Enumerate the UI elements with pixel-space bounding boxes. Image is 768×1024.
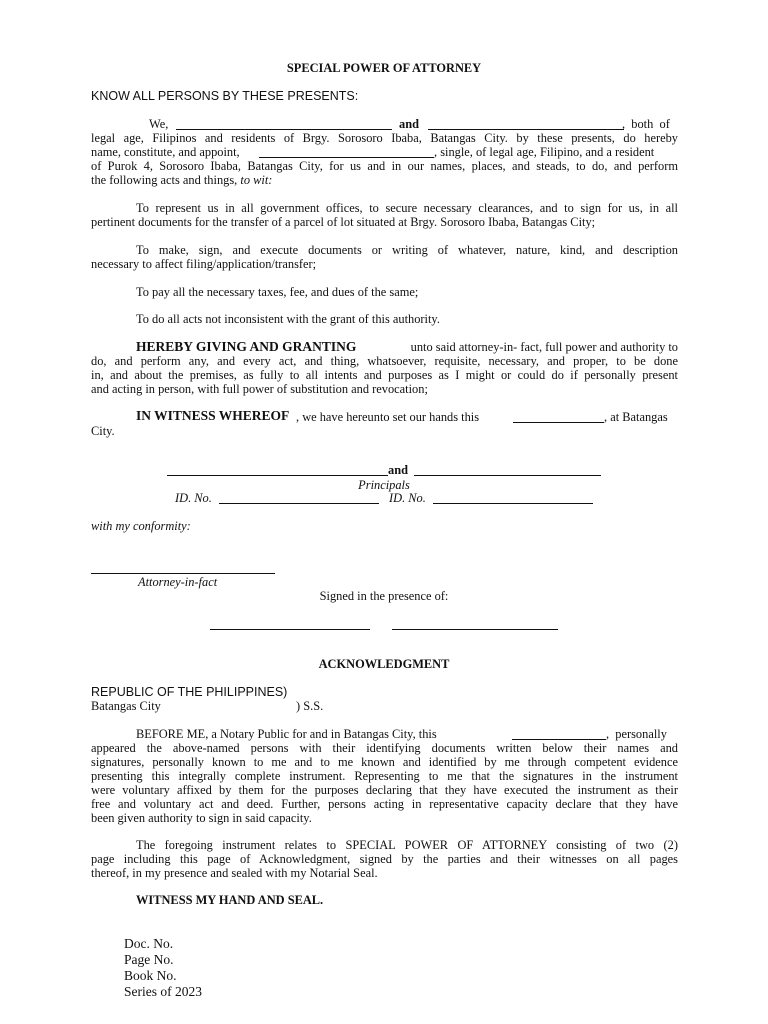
blank-attorney: [259, 157, 434, 158]
ack-body-1b: , personally: [606, 727, 667, 741]
p2-line2: pertinent documents for the transfer of a parcel of lot situated at Brgy. Sorosoro Ibaba, Batangas City;: [91, 215, 596, 229]
id-line-2: [433, 503, 593, 504]
ack-body-2: appeared the above-named persons with their identifying documents written below their names and: [91, 741, 678, 755]
witness-hand-seal: WITNESS MY HAND AND SEAL.: [136, 893, 324, 907]
p6-line2: do, and perform any, and every act, and thing, whatsoever, requisite, necessary, and proper, to be done: [91, 354, 678, 368]
ack-body-1a: BEFORE ME, a Notary Public for and in Batangas City, this: [136, 727, 437, 741]
conformity-label: with my conformity:: [91, 519, 191, 533]
p7-text: , we have hereunto set our hands this: [296, 410, 480, 424]
p1-line4: of Purok 4, Sorosoro Ibaba, Batangas City, for us and in our names, places, and steads, to do, and perform: [91, 159, 678, 173]
id-line-1: [219, 503, 379, 504]
page-no: Page No.: [124, 952, 174, 967]
sig-and: and: [388, 463, 408, 477]
p1-line5: [91, 173, 272, 187]
principals-label: Principals: [358, 478, 410, 492]
p6-line1: [136, 340, 678, 354]
ack-foregoing-2: page including this page of Acknowledgment, signed by the parties and their witnesses on all pages: [91, 852, 678, 866]
sig-line-principal-1: [167, 475, 388, 476]
p1-both-of: , both of: [622, 117, 670, 131]
p7-city: City.: [91, 424, 115, 438]
p7-bold: IN WITNESS WHEREOF: [136, 408, 290, 423]
p5-line: To do all acts not inconsistent with the grant of this authority.: [136, 312, 440, 326]
blank-ack-date: [512, 739, 606, 740]
p3-line2: necessary to affect filing/application/transfer;: [91, 257, 317, 271]
ack-body-4: presenting this integrally complete instrument. Representing to me that the signatures in the instrument: [91, 769, 678, 783]
ack-title: ACKNOWLEDGMENT: [318, 657, 450, 671]
blank-principal-2: [428, 129, 624, 130]
presence-label: Signed in the presence of:: [319, 589, 449, 603]
p6-bold: HEREBY GIVING AND GRANTING: [136, 339, 357, 354]
witness-line-2: [392, 629, 558, 630]
p6-line1-text: unto said attorney-in- fact, full power and authority to: [410, 340, 678, 354]
ack-city: Batangas City: [91, 699, 161, 713]
id-label-1: ID. No.: [175, 491, 212, 505]
ack-body-3: signatures, personally known to me and to me known and identified by me through competent evidence: [91, 755, 678, 769]
sig-line-principal-2: [414, 475, 601, 476]
series-no: Series of 2023: [124, 984, 202, 999]
ack-foregoing-3: thereof, in my presence and sealed with my Notarial Seal.: [91, 866, 378, 880]
intro-line: KNOW ALL PERSONS BY THESE PRESENTS:: [91, 89, 359, 103]
id-label-2: ID. No.: [389, 491, 426, 505]
sig-line-attorney: [91, 573, 275, 574]
book-no: Book No.: [124, 968, 177, 983]
p1-single: , single, of legal age, Filipino, and a resident: [434, 145, 655, 159]
attorney-label: Attorney-in-fact: [138, 575, 218, 589]
p1-line5-text: the following acts and things,: [91, 173, 238, 187]
ack-republic: REPUBLIC OF THE PHILIPPINES): [91, 685, 288, 699]
blank-principal-1: [176, 129, 392, 130]
p3-line1: To make, sign, and execute documents or writing of whatever, nature, kind, and description: [136, 243, 678, 257]
p1-appoint: name, constitute, and appoint,: [91, 145, 240, 159]
p1-to-wit: to wit:: [240, 173, 273, 187]
p4-line: To pay all the necessary taxes, fee, and dues of the same;: [136, 285, 419, 299]
ack-body-5: were voluntary affixed by them for the purposes declaring that they have executed the instrument as their: [91, 783, 678, 797]
p7-batangas: , at Batangas: [604, 410, 668, 424]
doc-no: Doc. No.: [124, 936, 174, 951]
ack-ss: ) S.S.: [296, 699, 324, 713]
p1-line2: legal age, Filipinos and residents of Brgy. Sorosoro Ibaba, Batangas City. by these presents, do hereby: [91, 131, 678, 145]
p1-we: We,: [149, 117, 169, 131]
p6-line4: and acting in person, with full power of substitution and revocation;: [91, 382, 428, 396]
p6-line3: in, and about the premises, as fully to all intents and purposes as I might or could do if personally present: [91, 368, 678, 382]
ack-body-6: free and voluntary act and deed. Further, persons acting in representative capacity declare that they have: [91, 797, 678, 811]
document-title: SPECIAL POWER OF ATTORNEY: [286, 61, 482, 75]
p2-line1: To represent us in all government offices, to secure necessary clearances, and to sign for us, in all: [136, 201, 678, 215]
witness-line-1: [210, 629, 370, 630]
ack-body-7: been given authority to sign in said capacity.: [91, 811, 312, 825]
blank-date: [513, 422, 604, 423]
ack-foregoing-1: The foregoing instrument relates to SPECIAL POWER OF ATTORNEY consisting of two (2): [136, 838, 678, 852]
p1-and: and: [399, 117, 419, 131]
